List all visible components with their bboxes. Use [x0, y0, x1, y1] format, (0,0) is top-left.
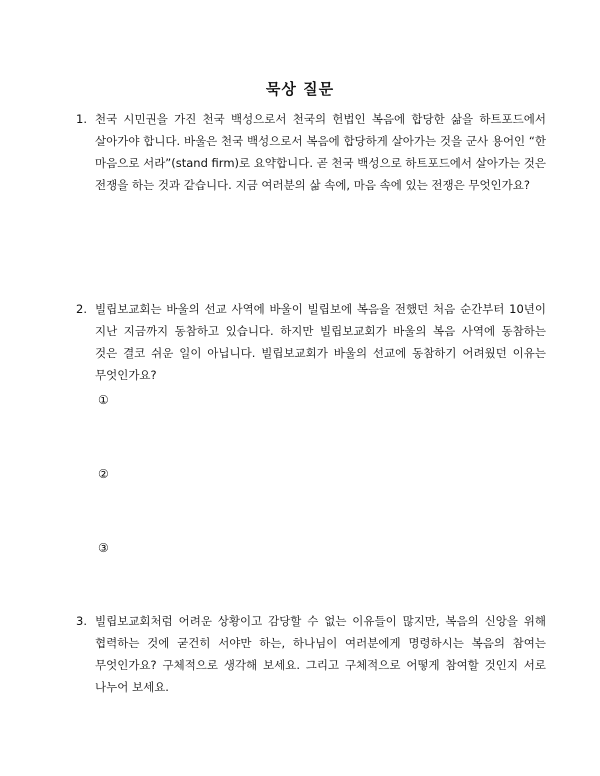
question-2 [76, 298, 546, 386]
question-text: 천국 시민권을 가진 천국 백성으로서 천국의 헌법인 복음에 합당한 삶을 하트포드에서 살아가야 합니다. 바울은 천국 백성으로서 복음에 합당하게 살아가는 것을 군사 용어인 “한 마음으로 서라”(stand firm)로 요약합니다. 곧 천국 백성으로 하트포드에서 살아가는 것은 전쟁을 하는 것과 같습니다. 지금 여러분의 삶 속에, 마음 속에 있는 전쟁은 무엇인가요? [95, 112, 546, 192]
question-text: 빌립보교회처럼 어려운 상황이고 감당할 수 없는 이유들이 많지만, 복음의 신앙을 위해 협력하는 것에 굳건히 서야만 하는, 하나님이 여러분에게 명령하시는 복음의 참여는 무엇인가요? 구체적으로 생각해 보세요. 그리고 구체적으로 어떻게 참여할 것인지 서로 나누어 보세요. [95, 614, 546, 694]
answer-mark-3: ③ [98, 541, 109, 555]
question-text: 빌립보교회는 바울의 선교 사역에 바울이 빌립보에 복음을 전했던 처음 순간부터 10년이 지난 지금까지 동참하고 있습니다. 하지만 빌립보교회가 바울의 복음 사역에 동참하는 것은 결코 쉬운 일이 아닙니다. 빌립보교회가 바울의 선교에 동참하기 어려웠던 이유는 무엇인가요? [95, 302, 546, 382]
question-number: 1. [76, 112, 87, 126]
question-number: 3. [76, 614, 87, 628]
answer-mark-1: ① [98, 393, 109, 407]
question-3 [76, 610, 546, 698]
question-1 [76, 108, 546, 196]
answer-mark-2: ② [98, 467, 109, 481]
question-number: 2. [76, 302, 87, 316]
page-title: 묵상 질문 [265, 80, 335, 98]
